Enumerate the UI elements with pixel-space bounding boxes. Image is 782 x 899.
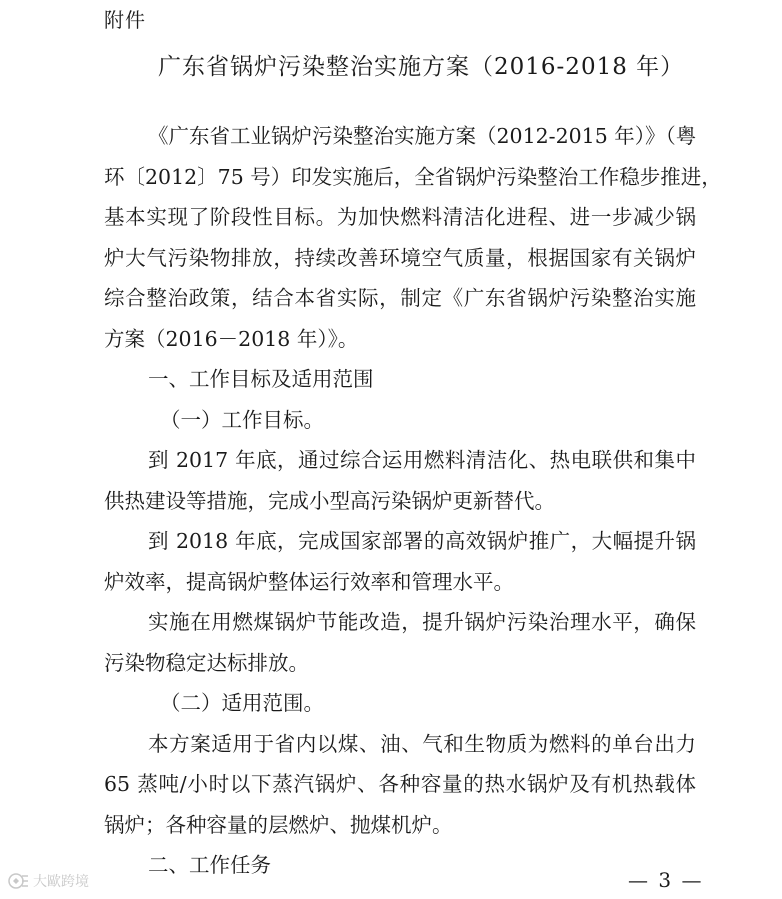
paragraph-line: 炉大气污染物排放，持续改善环境空气质量，根据国家有关锅炉	[104, 245, 696, 270]
paragraph-line: 环〔2012〕75 号）印发实施后，全省锅炉污染整治工作稳步推进，	[104, 164, 722, 189]
watermark-logo-icon	[8, 872, 30, 890]
paragraph-line: 方案（2016－2018 年）》。	[104, 326, 359, 351]
paragraph-line: 综合整治政策，结合本省实际，制定《广东省锅炉污染整治实施	[104, 286, 696, 310]
paragraph-line: 65 蒸吨/小时以下蒸汽锅炉、各种容量的热水锅炉及有机热载体	[104, 772, 696, 796]
attachment-label: 附件	[104, 8, 146, 32]
section-heading-1: 一、工作目标及适用范围	[148, 367, 374, 391]
subsection-heading-2: （二）适用范围。	[160, 691, 324, 715]
paragraph-line: 本方案适用于省内以煤、油、气和生物质为燃料的单台出力	[148, 731, 696, 756]
paragraph-line: 《广东省工业锅炉污染整治实施方案（2012-2015 年）》（粤	[148, 124, 697, 148]
paragraph-line: 炉效率，提高锅炉整体运行效率和管理水平。	[104, 569, 514, 594]
document-title: 广东省锅炉污染整治实施方案（2016-2018 年）	[158, 54, 685, 80]
subsection-heading-1: （一）工作目标。	[160, 407, 324, 432]
paragraph-line: 污染物稳定达标排放。	[104, 650, 309, 675]
paragraph-line: 供热建设等措施，完成小型高污染锅炉更新替代。	[104, 488, 555, 513]
watermark	[8, 871, 89, 891]
paragraph-line: 实施在用燃煤锅炉节能改造，提升锅炉污染治理水平，确保	[148, 610, 696, 634]
watermark-text: 大歐跨境	[33, 874, 89, 890]
section-heading-2: 二、工作任务	[148, 853, 271, 877]
paragraph-line: 基本实现了阶段性目标。为加快燃料清洁化进程、进一步减少锅	[104, 205, 696, 229]
paragraph-line: 到 2018 年底，完成国家部署的高效锅炉推广，大幅提升锅	[148, 529, 696, 553]
paragraph-line: 到 2017 年底，通过综合运用燃料清洁化、热电联供和集中	[148, 448, 696, 472]
paragraph-line: 锅炉；各种容量的层燃炉、抛煤机炉。	[104, 812, 453, 837]
document-body	[104, 116, 722, 886]
page-number: — 3 —	[628, 868, 704, 892]
